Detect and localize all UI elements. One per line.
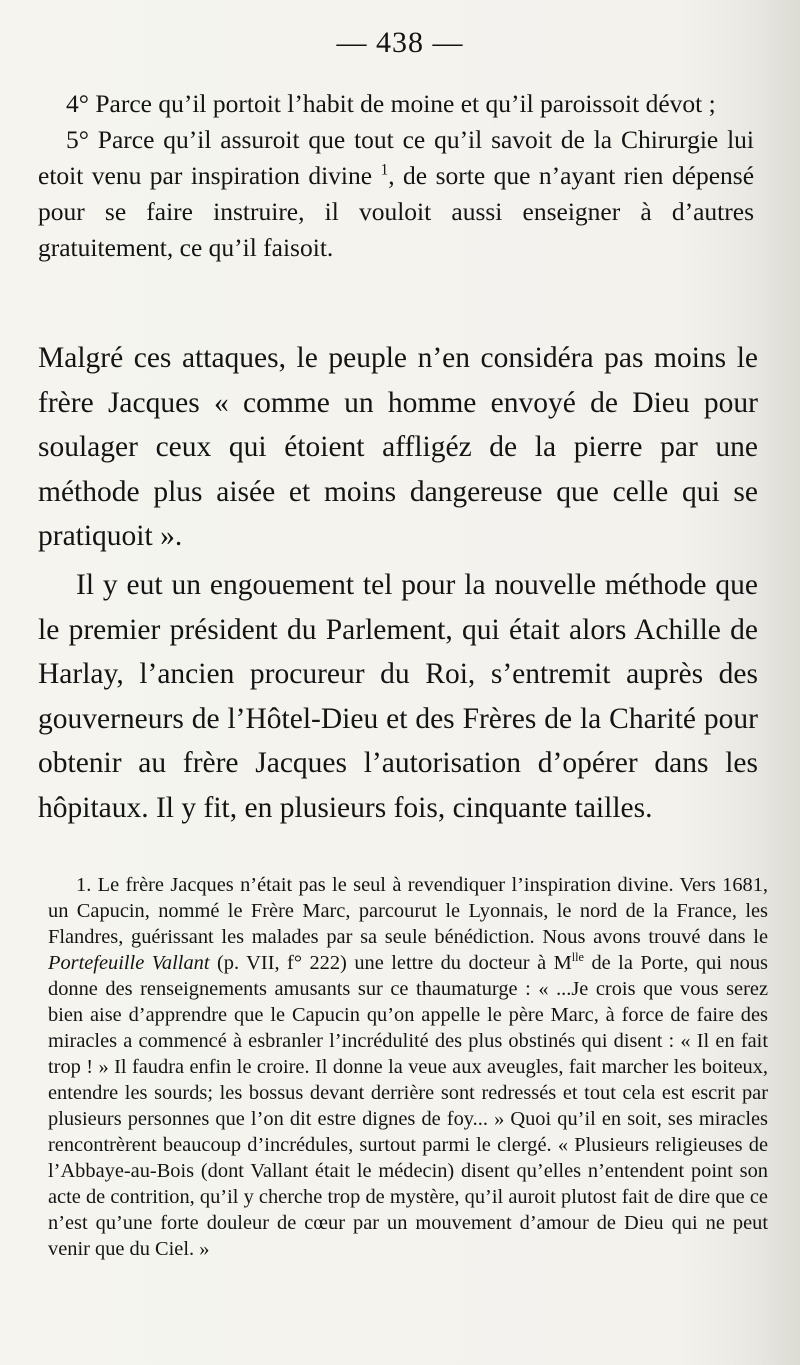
list-item-4: 4° Parce qu’il portoit l’habit de moine et qu’il paroissoit dévot ; (66, 89, 716, 118)
footnote (48, 872, 768, 1262)
footnote-part-3: de la Porte, qui nous donne des renseignements amusants sur ce thaumaturge : « ...Je crois que vous serez bien aise d’apprendre que le Capucin qu’on appelle le père Marc, à force de faire des miracles a commencé à esbranler l’incrédulité des plus obstinés qui disent : « Il en fait trop ! » Il faudra enfin le croire. Il donne la veue aux aveugles, fait marcher les boiteux, entendre les sourds; les bossus devant derrière sont redressés et tout cela est escrit par plusieurs personnes que l’on dit estre dignes de foy... » Quoi qu’il en soit, ses miracles rencontrèrent beaucoup d’incrédules, surtout parmi le clergé. « Plusieurs religieuses de l’Abbaye-au-Bois (dont Vallant était le médecin) disent qu’elles n’entendent point son acte de contrition, qu’il y cherche trop de mystère, qu’il auroit plutost fait de dire que ce n’est qu’une forte douleur de cœur par un mouvement d’amour de Dieu qui ne peut venir que du Ciel. » (48, 952, 768, 1260)
footnote-part-2: (p. VII, f° 222) une lettre du docteur à M (217, 952, 572, 974)
footnote-text (48, 872, 768, 1262)
page-number: — 438 — (336, 26, 464, 59)
footnote-marker[interactable]: 1 (380, 161, 389, 179)
objections-list (38, 86, 754, 266)
list-item-5-text-end: , de sorte que n’ayant rien dépensé pour se faire instruire, il vouloit aussi enseigner à d’autres gratuitement, ce qu’il faisoit. (38, 161, 755, 262)
mlle-superscript: lle (571, 950, 584, 965)
paragraph-2: Il y eut un engouement tel pour la nouvelle méthode que le premier président du Parlement, qui était alors Achille de Harlay, l’ancien procureur du Roi, s’entremit auprès des gouverneurs de l’Hôtel-Dieu et des Frères de la Charité pour obtenir au frère Jacques l’autorisation d’opérer dans les hôpitaux. Il y fit, en plusieurs fois, cinquante tailles. (38, 568, 758, 824)
paragraph-1: Malgré ces attaques, le peuple n’en considéra pas moins le frère Jacques « comme un homme envoyé de Dieu pour soulager ceux qui étoient affligéz de la pierre par une méthode plus aisée et moins dangereuse que celle qui se pratiquoit ». (38, 342, 758, 553)
list-item-5 (38, 122, 754, 266)
main-text (38, 336, 758, 831)
source-title: Portefeuille Vallant (48, 952, 210, 974)
footnote-part-1: 1. Le frère Jacques n’était pas le seul à revendiquer l’inspiration divine. Vers 1681, un Capucin, nommé le Frère Marc, parcourut le Lyonnais, le nord de la France, les Flandres, guérissant les malades par sa seule bénédiction. Nous avons trouvé dans le (48, 874, 768, 948)
list-item-5-text: 5° Parce qu’il assuroit que tout ce qu’il savoit de la Chirurgie lui etoit venu par inspiration divine (38, 125, 754, 190)
